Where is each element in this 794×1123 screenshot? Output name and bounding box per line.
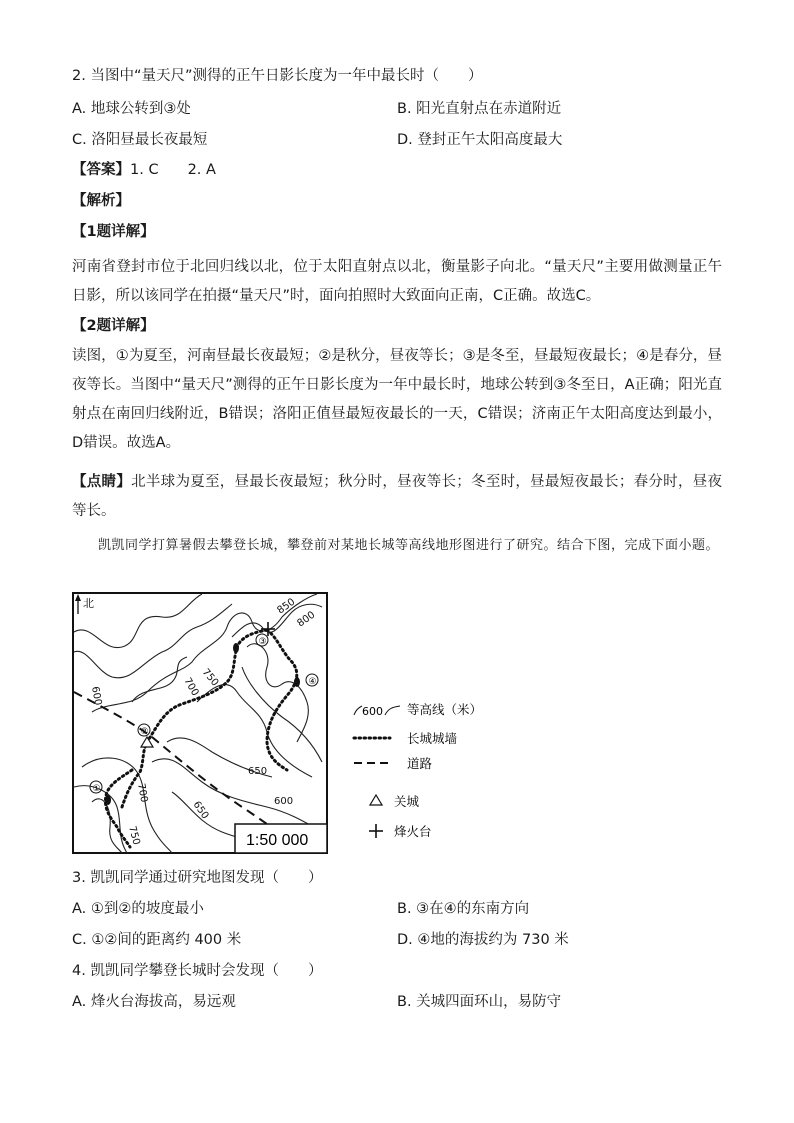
answer-label: 【答案】 xyxy=(72,162,130,178)
map-legend xyxy=(352,696,512,846)
point-1-dot xyxy=(105,795,111,805)
q4-option-b: B. 关城四面环山，易防守 xyxy=(397,994,562,1010)
point-4-dot xyxy=(294,677,300,687)
q3-option-d: D. ④地的海拔约为 730 米 xyxy=(397,932,569,948)
q3-option-a: A. ①到②的坡度最小 xyxy=(72,901,204,917)
q2-option-b: B. 阳光直射点在赤道附近 xyxy=(397,101,562,117)
tip-paragraph xyxy=(72,468,722,526)
contour-label: 800 xyxy=(295,609,318,630)
point-4-label: ④ xyxy=(308,677,317,687)
q1-detail-text: 河南省登封市位于北回归线以北，位于太阳直射点以北，衡量影子向北。“量天尺”主要用做测量正午日影，所以该同学在拍摄“量天尺”时，面向拍照时大致面向正南，C正确。故选C。 xyxy=(72,259,722,304)
legend-contour-symbol-right xyxy=(385,706,400,715)
legend-road-text: 道路 xyxy=(407,756,433,771)
contour-label: 600 xyxy=(274,796,294,807)
tip-label: 【点睛】 xyxy=(72,474,132,490)
q2-option-c: C. 洛阳昼最长夜最短 xyxy=(72,132,208,148)
point-3-dot xyxy=(233,643,239,653)
contour-label: 650 xyxy=(190,799,211,822)
legend-wall-text: 长城城墙 xyxy=(407,731,458,746)
contour-label: 850 xyxy=(275,596,298,617)
q4-option-a: A. 烽火台海拔高，易远观 xyxy=(72,994,236,1010)
q2-option-a: A. 地球公转到③处 xyxy=(72,101,191,117)
q3-option-b: B. ③在④的东南方向 xyxy=(397,901,530,917)
contour-label: 600 xyxy=(89,685,104,707)
answer-line xyxy=(72,160,216,180)
intro-text: 凯凯同学打算暑假去攀登长城，攀登前对某地长城等高线地形图进行了研究。结合下图，完成下面小题。 xyxy=(98,538,720,553)
legend-beacon-symbol xyxy=(369,824,383,838)
legend-beacon-text: 烽火台 xyxy=(394,824,432,839)
north-label: 北 xyxy=(83,597,94,610)
contour-label: 750 xyxy=(199,666,221,689)
contour-label: 700 xyxy=(181,676,201,699)
contour-map xyxy=(72,592,328,854)
legend-contour-symbol-left xyxy=(354,706,362,715)
q1-detail-label: 【1题详解】 xyxy=(72,224,155,240)
point-2-label: ② xyxy=(140,727,149,737)
q3-stem: 3. 凯凯同学通过研究地图发现（ ） xyxy=(72,870,323,886)
point-1-label: ① xyxy=(92,784,101,794)
q4-stem: 4. 凯凯同学攀登长城时会发现（ ） xyxy=(72,963,323,979)
q2-detail-label: 【2题详解】 xyxy=(72,318,155,334)
legend-contour-value: 600 xyxy=(362,705,383,718)
contour-label: 750 xyxy=(126,824,142,847)
legend-pass-text: 关城 xyxy=(394,794,420,809)
q2-option-d: D. 登封正午太阳高度最大 xyxy=(397,132,563,148)
tip-text: 北半球为夏至，昼最长夜最短；秋分时，昼夜等长；冬至时，昼最短夜最长；春分时，昼夜等长。 xyxy=(72,474,723,519)
answer-text: 1. C 2. A xyxy=(130,162,216,178)
q2-stem: 2. 当图中“量天尺”测得的正午日影长度为一年中最长时（ ） xyxy=(72,68,483,84)
q3-option-c: C. ①②间的距离约 400 米 xyxy=(72,932,242,948)
contour-label: 700 xyxy=(135,782,150,804)
legend-contour-text: 等高线（米） xyxy=(407,702,483,717)
analysis-label: 【解析】 xyxy=(72,193,130,209)
scale-label: 1:50 000 xyxy=(246,832,309,849)
point-3-label: ③ xyxy=(258,637,267,647)
contour-label: 650 xyxy=(248,766,268,777)
q2-detail-text: 读图，①为夏至，河南昼最长夜最短；②是秋分，昼夜等长；③是冬至，昼最短夜最长；④是春分，昼夜等长。当图中“量天尺”测得的正午日影长度为一年中最长时，地球公转到③冬至日，A正确；阳光直射点在南回归线附近，B错误；洛阳正值昼最短夜最长的一天，C错误；济南正午太阳高度达到最小，D错误。故选A。 xyxy=(72,348,722,451)
legend-pass-symbol xyxy=(370,795,382,805)
